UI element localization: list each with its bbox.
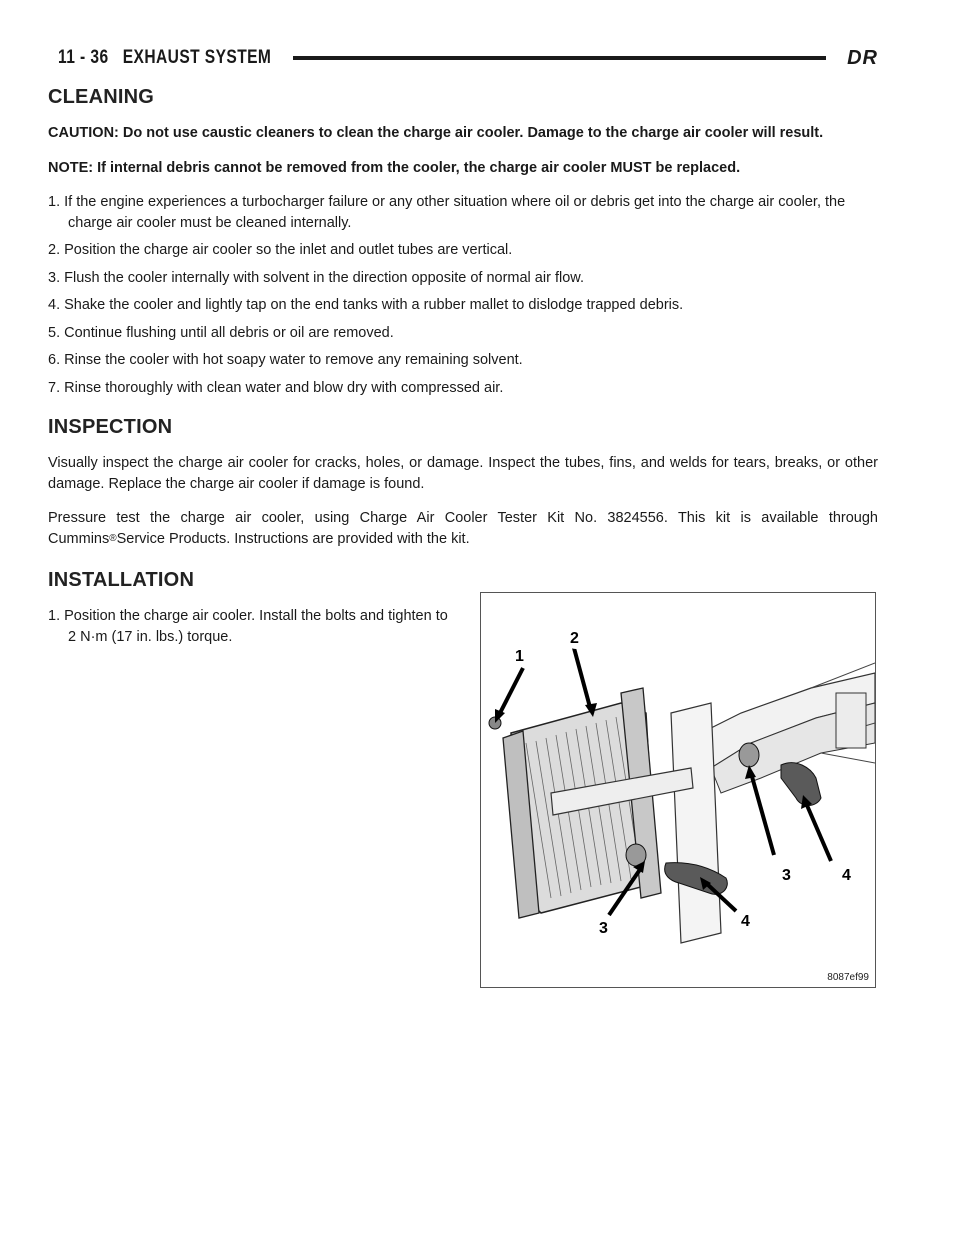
- page-content: [48, 86, 878, 665]
- inspection-heading: INSPECTION: [48, 416, 173, 438]
- cleaning-step: 5. Continue flushing until all debris or oil are removed.: [48, 324, 394, 341]
- inspection-para-2: [48, 508, 878, 549]
- callout-label: 3: [599, 920, 608, 937]
- page-header: [58, 46, 878, 70]
- cleaning-step: 3. Flush the cooler internally with solvent in the direction opposite of normal air flow.: [48, 269, 584, 286]
- installation-heading: INSTALLATION: [48, 569, 195, 591]
- callout-label: 3: [782, 867, 791, 884]
- installation-steps: [48, 606, 448, 647]
- callout-label: 4: [842, 867, 851, 884]
- header-rule: [293, 56, 826, 60]
- cleaning-steps: [48, 192, 878, 398]
- callout-label: 4: [741, 913, 750, 930]
- registered-mark: ®: [109, 532, 117, 544]
- inspection-para-1: Visually inspect the charge air cooler for cracks, holes, or damage. Inspect the tubes, fins, and welds for tears, breaks, or other damage. Replace the charge air cooler if damage is found.: [48, 455, 878, 492]
- cleaning-caution: CAUTION: Do not use caustic cleaners to clean the charge air cooler. Damage to the charge air cooler will result.: [48, 125, 824, 141]
- cleaning-step: 7. Rinse thoroughly with clean water and blow dry with compressed air.: [48, 379, 504, 396]
- charge-air-cooler-figure: [480, 592, 876, 988]
- callout-label: 1: [515, 648, 524, 665]
- figure-id: 8087ef99: [827, 972, 869, 983]
- figure-illustration: [481, 593, 875, 987]
- header-section-title: 11 - 36 EXHAUST SYSTEM: [58, 47, 272, 68]
- callout-label: 2: [570, 630, 579, 647]
- cleaning-step: 4. Shake the cooler and lightly tap on the end tanks with a rubber mallet to dislodge trapped debris.: [48, 297, 684, 313]
- installation-step: 1. Position the charge air cooler. Install the bolts and tighten to 2 N·m (17 in. lbs.) torque.: [48, 608, 448, 645]
- cleaning-note: NOTE: If internal debris cannot be removed from the cooler, the charge air cooler MUST be replaced.: [48, 159, 741, 176]
- cleaning-step: 6. Rinse the cooler with hot soapy water to remove any remaining solvent.: [48, 352, 523, 368]
- header-model-code: DR: [847, 47, 878, 69]
- inspection-para-2-b: Service Products. Instructions are provided with the kit.: [116, 530, 470, 547]
- cleaning-step: 2. Position the charge air cooler so the inlet and outlet tubes are vertical.: [48, 242, 513, 258]
- inspection-para-2-a: Pressure test the charge air cooler, using Charge Air Cooler Tester Kit No. 3824556. This kit is available through Cummins: [48, 510, 878, 547]
- cleaning-heading: CLEANING: [48, 86, 155, 108]
- cleaning-step: 1. If the engine experiences a turbocharger failure or any other situation where oil or debris get into the charge air cooler, the charge air cooler must be cleaned internally.: [48, 194, 846, 231]
